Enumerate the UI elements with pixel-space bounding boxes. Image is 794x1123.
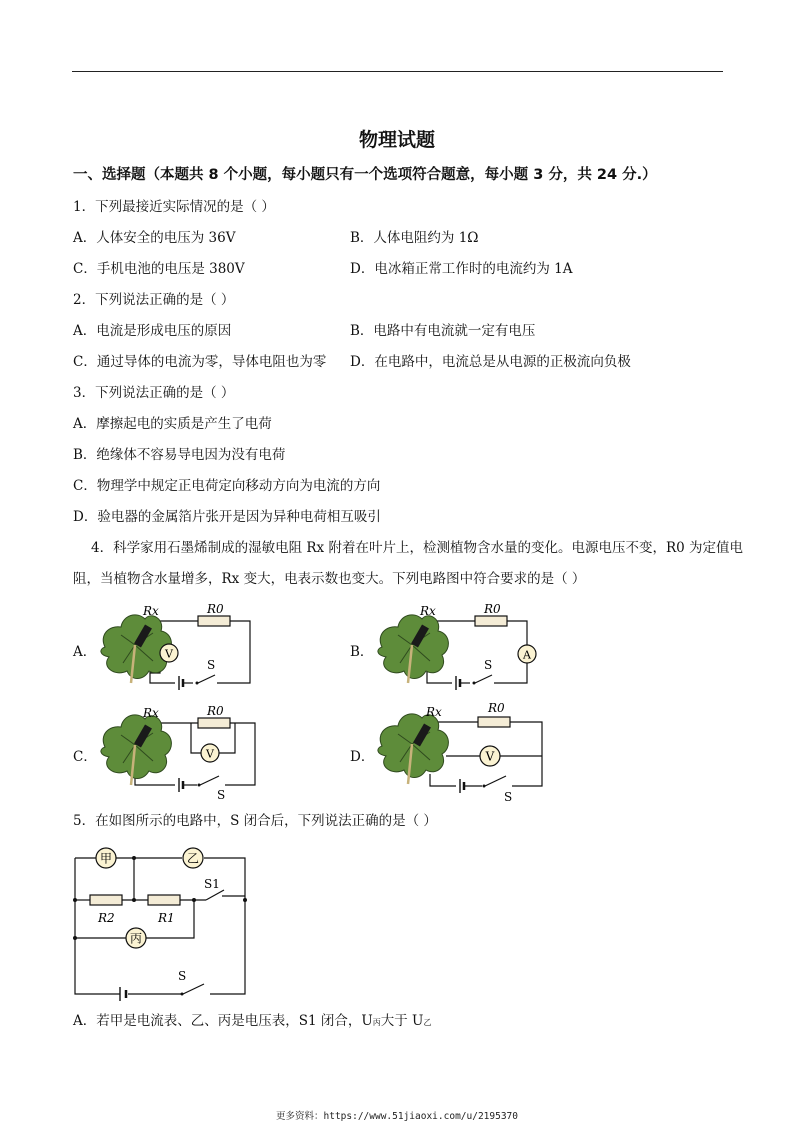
q1-stem: 1．下列最接近实际情况的是（ ） — [73, 199, 275, 215]
s-label: S — [178, 969, 187, 983]
meter-jia-label: 甲 — [99, 851, 113, 866]
rx-label: Rx — [426, 705, 442, 719]
rx-label: Rx — [143, 706, 159, 720]
q5-option-a — [73, 1012, 431, 1032]
section-heading: 一、选择题（本题共 8 个小题，每小题只有一个选项符合题意，每小题 3 分，共 24 分.） — [73, 167, 657, 183]
r0-label: R0 — [488, 701, 505, 715]
q1-option-d: D．电冰箱正常工作时的电流约为 1A — [350, 261, 573, 277]
page-title: 物理试题 — [358, 129, 435, 151]
meter-bing-label: 丙 — [129, 931, 143, 946]
q4-stem-line1: 4．科学家用石墨烯制成的湿敏电阻 Rx 附着在叶片上，检测植物含水量的变化。电源电压不变，R0 为定值电 — [91, 540, 743, 556]
q1-option-a: A．人体安全的电压为 36V — [73, 230, 236, 246]
voltmeter-label: V — [206, 747, 214, 761]
voltmeter-label: V — [165, 647, 173, 661]
rx-label: Rx — [143, 604, 159, 618]
q3-option-b: B．绝缘体不容易导电因为没有电荷 — [73, 447, 286, 463]
q2-option-a: A．电流是形成电压的原因 — [73, 323, 232, 339]
q5-option-a-sub2: 乙 — [423, 1018, 432, 1027]
q5-option-a-text: A．若甲是电流表、乙、丙是电压表，S1 闭合，U — [73, 1013, 373, 1029]
q4-stem-line2: 阻，当植物含水量增多，Rx 变大，电表示数也变大。下列电路图中符合要求的是（ ） — [73, 571, 586, 587]
q2-option-d: D．在电路中，电流总是从电源的正极流向负极 — [350, 354, 631, 370]
r2-label: R2 — [98, 911, 115, 925]
meter-yi-label: 乙 — [186, 851, 200, 866]
circuit-b-diagram — [372, 602, 542, 690]
q2-stem: 2．下列说法正确的是（ ） — [73, 292, 235, 308]
switch-label: S — [207, 658, 216, 672]
r0-label: R0 — [484, 602, 501, 616]
q1-option-b: B．人体电阻约为 1Ω — [350, 230, 479, 246]
switch-label: S — [484, 658, 493, 672]
r1-label: R1 — [158, 911, 175, 925]
q4-option-c-label: C． — [73, 749, 97, 765]
q5-stem: 5．在如图所示的电路中，S 闭合后，下列说法正确的是（ ） — [73, 813, 437, 829]
q4-option-b-label: B． — [350, 644, 374, 660]
q4-option-d-label: D． — [350, 749, 375, 765]
circuit-c-diagram — [95, 705, 265, 800]
q4-option-a-label: A． — [73, 644, 97, 660]
q1-option-c: C．手机电池的电压是 380V — [73, 261, 245, 277]
circuit-d-diagram — [372, 700, 552, 805]
header-rule — [72, 71, 723, 72]
q3-option-c: C．物理学中规定正电荷定向移动方向为电流的方向 — [73, 478, 381, 494]
footer-link[interactable]: 更多资料：https://www.51jiaoxi.com/u/2195370 — [276, 1111, 518, 1122]
s1-label: S1 — [204, 877, 220, 891]
q3-option-a: A．摩擦起电的实质是产生了电荷 — [73, 416, 272, 432]
switch-label: S — [504, 790, 513, 804]
q3-stem: 3．下列说法正确的是（ ） — [73, 385, 235, 401]
switch-label: S — [217, 788, 226, 802]
q2-option-b: B．电路中有电流就一定有电压 — [350, 323, 536, 339]
q5-option-a-sub1: 丙 — [372, 1018, 381, 1027]
circuit-q5-diagram — [70, 842, 255, 1002]
r0-label: R0 — [207, 704, 224, 718]
r0-label: R0 — [207, 602, 224, 616]
q5-option-a-mid: 大于 U — [380, 1013, 424, 1029]
q3-option-d: D．验电器的金属箔片张开是因为异种电荷相互吸引 — [73, 509, 381, 525]
rx-label: Rx — [420, 604, 436, 618]
voltmeter-label: V — [485, 749, 495, 764]
ammeter-label: A — [523, 648, 531, 662]
circuit-a-diagram — [95, 602, 255, 690]
q2-option-c: C．通过导体的电流为零，导体电阻也为零 — [73, 354, 327, 370]
